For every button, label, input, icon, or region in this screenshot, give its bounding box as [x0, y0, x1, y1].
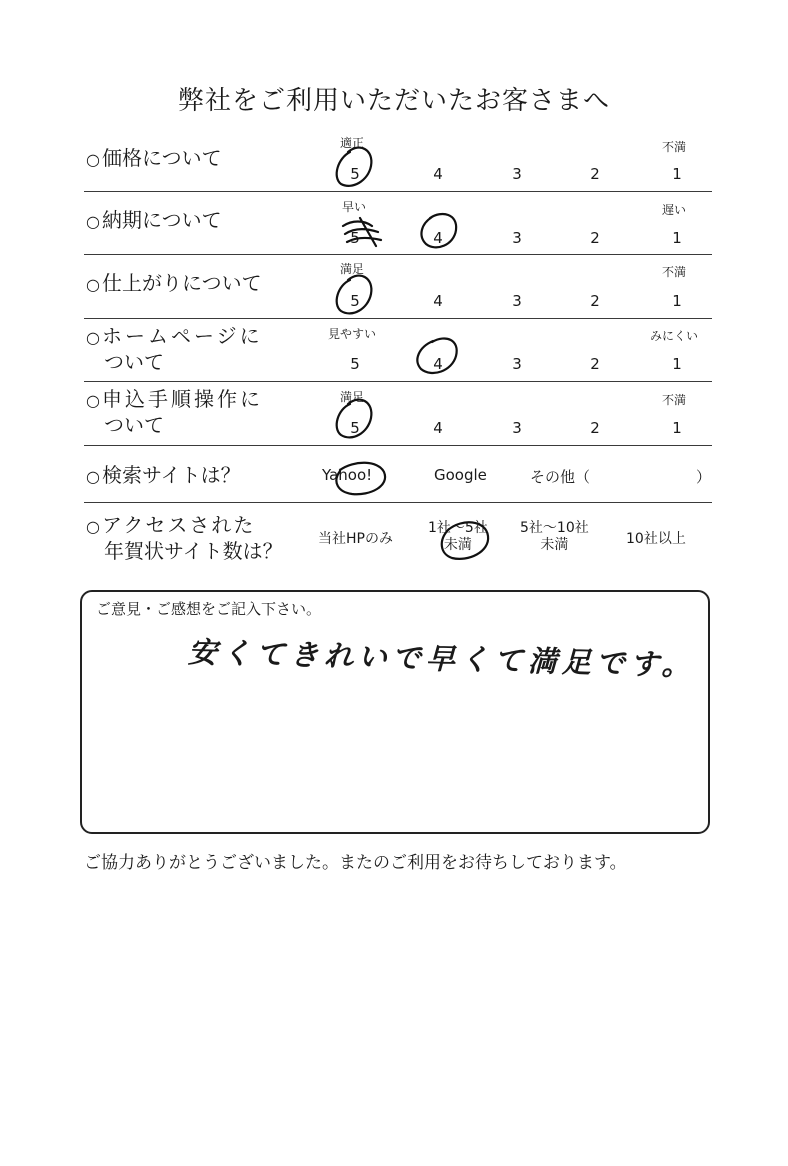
- comment-box[interactable]: [80, 590, 710, 834]
- scale-left-label: 早い: [342, 200, 367, 214]
- question-label-line1: ホームページに: [101, 324, 263, 348]
- handwritten-comment: 安くてきれいで早くて満足です。: [187, 635, 696, 683]
- question-price: [86, 146, 222, 172]
- rating-option-3[interactable]: 3: [512, 419, 522, 437]
- question-search-site: [86, 463, 241, 489]
- access-option-1-5[interactable]: 1社～5社 未満: [428, 520, 488, 553]
- question-label-line1: 申込手順操作に: [101, 387, 263, 411]
- scale-left-label: 満足: [340, 262, 365, 276]
- scale-left-label: 適正: [340, 136, 365, 150]
- divider: [84, 254, 712, 255]
- search-option-yahoo[interactable]: Yahoo!: [322, 466, 373, 484]
- rating-option-5[interactable]: 5: [350, 292, 360, 310]
- rating-option-5[interactable]: 5: [350, 229, 360, 247]
- comment-label: ご意見・ご感想をご記入下さい。: [96, 600, 322, 618]
- question-label-line2: ついて: [104, 413, 164, 437]
- rating-option-3[interactable]: 3: [512, 165, 522, 183]
- circle-bullet-icon: ○: [86, 150, 100, 169]
- rating-option-3[interactable]: 3: [512, 229, 522, 247]
- question-label: 納期について: [101, 208, 222, 232]
- access-option-10-plus[interactable]: 10社以上: [626, 531, 686, 547]
- rating-option-1[interactable]: 1: [672, 165, 682, 183]
- rating-option-4[interactable]: 4: [433, 165, 443, 183]
- question-delivery: [86, 208, 222, 234]
- divider: [84, 445, 712, 446]
- rating-option-4[interactable]: 4: [433, 419, 443, 437]
- rating-option-5[interactable]: 5: [350, 165, 360, 183]
- circle-bullet-icon: ○: [86, 517, 100, 536]
- question-label-line2: 年賀状サイト数は？: [104, 539, 283, 563]
- circle-bullet-icon: ○: [86, 328, 100, 347]
- rating-option-5[interactable]: 5: [350, 419, 360, 437]
- circle-bullet-icon: ○: [86, 212, 100, 231]
- question-label-line2: ついて: [104, 350, 164, 374]
- rating-option-2[interactable]: 2: [590, 165, 600, 183]
- rating-option-2[interactable]: 2: [590, 355, 600, 373]
- question-homepage: [86, 324, 263, 374]
- access-option-own-only[interactable]: 当社HPのみ: [318, 531, 393, 547]
- footer-thanks: ご協力ありがとうございました。またのご利用をお待ちしております。: [84, 853, 627, 873]
- rating-option-3[interactable]: 3: [512, 355, 522, 373]
- page-title: 弊社をご利用いただいたお客さまへ: [177, 86, 610, 116]
- circle-bullet-icon: ○: [86, 467, 100, 486]
- rating-option-1[interactable]: 1: [672, 419, 682, 437]
- question-finish: [86, 271, 262, 297]
- scale-right-label: 遅い: [662, 203, 687, 217]
- rating-option-5[interactable]: 5: [350, 355, 360, 373]
- scale-right-label: 不満: [662, 265, 687, 279]
- divider: [84, 502, 712, 503]
- rating-option-4[interactable]: 4: [433, 292, 443, 310]
- access-option-5-10[interactable]: 5社～10社 未満: [520, 520, 589, 553]
- circle-bullet-icon: ○: [86, 391, 100, 410]
- rating-option-2[interactable]: 2: [590, 292, 600, 310]
- question-label: 価格について: [101, 146, 222, 170]
- rating-option-2[interactable]: 2: [590, 229, 600, 247]
- scale-right-label: 不満: [662, 393, 687, 407]
- scale-left-label: 満足: [340, 390, 365, 404]
- circle-bullet-icon: ○: [86, 275, 100, 294]
- divider: [84, 318, 712, 319]
- rating-option-3[interactable]: 3: [512, 292, 522, 310]
- rating-option-1[interactable]: 1: [672, 355, 682, 373]
- question-label: 仕上がりについて: [101, 271, 262, 295]
- rating-option-2[interactable]: 2: [590, 419, 600, 437]
- search-option-other[interactable]: その他（: [530, 468, 591, 486]
- rating-option-4[interactable]: 4: [433, 355, 443, 373]
- scale-right-label: みにくい: [650, 329, 699, 343]
- search-option-google[interactable]: Google: [434, 466, 487, 484]
- scale-left-label: 見やすい: [328, 327, 377, 341]
- question-label-line1: アクセスされた: [101, 513, 256, 537]
- search-option-other-close: ）: [696, 468, 712, 486]
- rating-option-4[interactable]: 4: [433, 229, 443, 247]
- divider: [84, 191, 712, 192]
- rating-option-1[interactable]: 1: [672, 229, 682, 247]
- scale-right-label: 不満: [662, 140, 687, 154]
- rating-option-1[interactable]: 1: [672, 292, 682, 310]
- question-application-procedure: [86, 387, 263, 437]
- question-label: 検索サイトは？: [101, 463, 241, 487]
- divider: [84, 381, 712, 382]
- question-site-count: [86, 513, 283, 563]
